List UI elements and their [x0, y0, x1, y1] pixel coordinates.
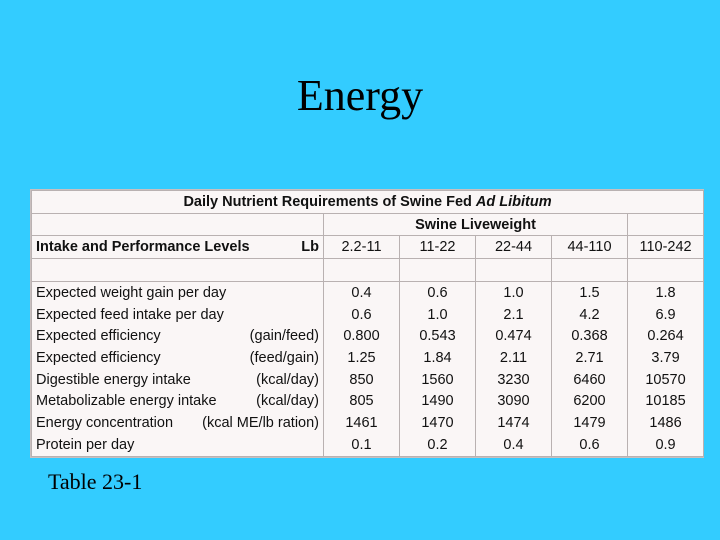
table-cell: 10185	[628, 391, 704, 413]
column-header: 22-44	[476, 236, 552, 259]
table-title-italic: Ad Libitum	[475, 193, 552, 210]
table-title-text: Daily Nutrient Requirements of Swine Fed	[183, 193, 476, 210]
column-header: 110-242	[628, 236, 704, 259]
row-label: Expected feed intake per day	[36, 306, 224, 323]
table-cell: 1.0	[476, 282, 552, 304]
table-title-row	[32, 191, 704, 214]
spacer-cell	[628, 259, 704, 282]
table-cell: 1486	[628, 412, 704, 434]
row-label: Energy concentration	[36, 415, 174, 432]
row-label: Protein per day	[36, 436, 135, 453]
row-label-cell	[32, 304, 324, 326]
table-cell: 3090	[476, 391, 552, 413]
row-label: Metabolizable energy intake	[36, 393, 217, 410]
table-cell: 3230	[476, 369, 552, 391]
table-row	[32, 434, 704, 456]
table-cell: 0.543	[400, 325, 476, 347]
table-cell: 0.368	[552, 325, 628, 347]
row-unit: (kcal ME/lb ration)	[202, 415, 319, 432]
row-label: Expected efficiency	[36, 349, 161, 366]
spacer-cell	[400, 259, 476, 282]
table-cell: 1.8	[628, 282, 704, 304]
table-cell: 0.2	[400, 434, 476, 456]
slide-title: Energy	[296, 71, 424, 120]
table-cell: 850	[324, 369, 400, 391]
row-label-cell	[32, 325, 324, 347]
table-row	[32, 347, 704, 369]
row-label-cell	[32, 282, 324, 304]
group-header: Swine Liveweight	[324, 213, 628, 236]
table-cell: 10570	[628, 369, 704, 391]
table-cell: 1461	[324, 412, 400, 434]
row-unit: (feed/gain)	[249, 349, 319, 366]
column-header: 44-110	[552, 236, 628, 259]
table-cell: 0.264	[628, 325, 704, 347]
row-label: Digestible energy intake	[36, 371, 191, 388]
table-cell: 805	[324, 391, 400, 413]
table-cell: 0.6	[552, 434, 628, 456]
row-label-cell	[32, 434, 324, 456]
table-row	[32, 412, 704, 434]
group-header-blank-right	[628, 213, 704, 236]
table-cell: 1560	[400, 369, 476, 391]
row-unit: (kcal/day)	[256, 371, 319, 388]
table-cell: 0.800	[324, 325, 400, 347]
spacer-cell	[476, 259, 552, 282]
table-cell: 0.6	[400, 282, 476, 304]
table-cell: 2.1	[476, 304, 552, 326]
spacer-cell	[32, 259, 324, 282]
column-header: 2.2-11	[324, 236, 400, 259]
row-label-header: Intake and Performance Levels	[36, 239, 250, 256]
table-body	[32, 282, 704, 457]
table-cell: 1490	[400, 391, 476, 413]
row-label-cell	[32, 391, 324, 413]
table-cell: 6.9	[628, 304, 704, 326]
table-cell: 0.9	[628, 434, 704, 456]
table-row	[32, 391, 704, 413]
table-cell: 0.4	[324, 282, 400, 304]
row-label-cell	[32, 347, 324, 369]
column-header-row	[32, 236, 704, 259]
table-cell: 6200	[552, 391, 628, 413]
column-header: 11-22	[400, 236, 476, 259]
nutrient-requirements-table	[31, 190, 704, 457]
row-unit: (kcal/day)	[256, 393, 319, 410]
table-cell: 6460	[552, 369, 628, 391]
row-label: Expected efficiency	[36, 328, 161, 345]
table-cell: 0.474	[476, 325, 552, 347]
table-cell: 1.0	[400, 304, 476, 326]
table-title	[32, 191, 704, 214]
table-cell: 2.11	[476, 347, 552, 369]
table-cell: 2.71	[552, 347, 628, 369]
table-cell: 0.4	[476, 434, 552, 456]
table-row	[32, 325, 704, 347]
table-cell: 1474	[476, 412, 552, 434]
table-cell: 1.84	[400, 347, 476, 369]
table-row	[32, 304, 704, 326]
spacer-row	[32, 259, 704, 282]
table-caption: Table 23-1	[48, 469, 143, 494]
group-header-blank	[32, 213, 324, 236]
row-label-cell	[32, 412, 324, 434]
table-row	[32, 282, 704, 304]
row-label-cell	[32, 369, 324, 391]
row-unit: (gain/feed)	[249, 328, 319, 345]
table-cell: 1470	[400, 412, 476, 434]
unit-header: Lb	[301, 239, 319, 256]
table-cell: 1479	[552, 412, 628, 434]
table-cell: 0.1	[324, 434, 400, 456]
row-label-header-cell	[32, 236, 324, 259]
table-cell: 3.79	[628, 347, 704, 369]
group-header-row	[32, 213, 704, 236]
nutrient-table-container	[30, 189, 704, 458]
row-label: Expected weight gain per day	[36, 284, 227, 301]
spacer-cell	[552, 259, 628, 282]
table-cell: 0.6	[324, 304, 400, 326]
table-cell: 1.5	[552, 282, 628, 304]
table-cell: 1.25	[324, 347, 400, 369]
spacer-cell	[324, 259, 400, 282]
table-cell: 4.2	[552, 304, 628, 326]
table-row	[32, 369, 704, 391]
